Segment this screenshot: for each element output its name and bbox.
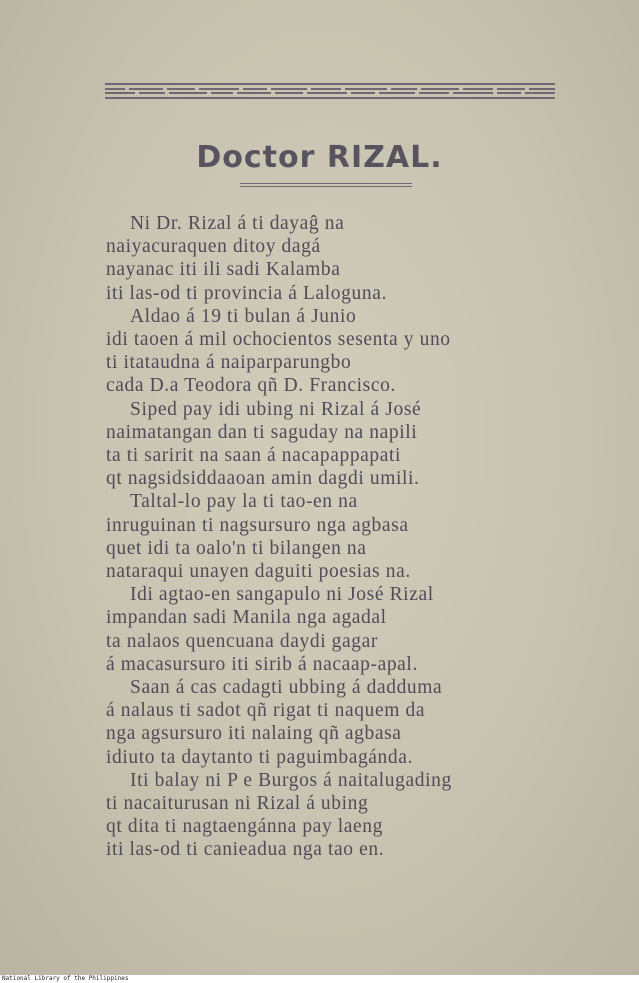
- poem-line: ta nalaos quencuana daydi gagar: [106, 630, 378, 652]
- poem-line: nga agsursuro iti nalaing qñ agbasa: [106, 723, 402, 745]
- poem-line: iti las-od ti canieadua nga tao en.: [106, 839, 385, 861]
- poem-line: Siped pay idi ubing ni Rizal á José: [130, 398, 422, 420]
- poem-line: Aldao á 19 ti bulan á Junio: [130, 305, 357, 327]
- poem-line: nayanac iti ili sadi Kalamba: [106, 259, 341, 281]
- ornamental-border: [105, 80, 555, 102]
- poem-line: qt nagsidsiddaaoan amin dagdi umili.: [106, 468, 420, 490]
- poem-line: nataraqui unayen daguiti poesias na.: [106, 561, 411, 583]
- poem-line: Taltal-lo pay la ti tao-en na: [130, 491, 358, 513]
- poem-line: ta ti saririt na saan á nacapappapati: [106, 445, 402, 467]
- poem-line: impandan sadi Manila nga agadal: [106, 607, 387, 629]
- poem-text: [106, 212, 576, 862]
- poem-line: naimatangan dan ti saguday na napili: [106, 421, 418, 443]
- library-footer: National Library of the Philippines: [2, 975, 129, 982]
- poem-line: ti nacaiturusan ni Rizal á ubing: [106, 793, 369, 815]
- poem-line: iti las-od ti provincia á Laloguna.: [106, 282, 387, 304]
- poem-line: Iti balay ni P e Burgos á naitalugading: [130, 769, 452, 791]
- poem-line: inruguinan ti nagsursuro nga agbasa: [106, 514, 409, 536]
- poem-line: idiuto ta daytanto ti paguimbagánda.: [106, 746, 413, 768]
- title-underline: [240, 183, 412, 187]
- poem-line: cada D.a Teodora qñ D. Francisco.: [106, 375, 396, 397]
- poem-line: á nalaus ti sadot qñ rigat ti naquem da: [106, 700, 426, 722]
- poem-line: Idi agtao-en sangapulo ni José Rizal: [130, 584, 434, 606]
- poem-line: quet idi ta oalo'n ti bilangen na: [106, 537, 367, 559]
- poem-line: Ni Dr. Rizal á ti dayaĝ na: [130, 213, 345, 234]
- page-title: Doctor RIZAL.: [196, 140, 443, 175]
- poem-line: á macasursuro iti sirib á nacaap-apal.: [106, 653, 418, 675]
- poem-line: qt dita ti nagtaengánna pay laeng: [106, 816, 383, 838]
- poem-line: idi taoen á mil ochocientos sesenta y uno: [106, 329, 451, 351]
- poem-line: naiyacuraquen ditoy dagá: [106, 236, 321, 258]
- poem-line: Saan á cas cadagti ubbing á dadduma: [130, 677, 443, 699]
- poem-line: ti itataudna á naiparparungbo: [106, 352, 352, 374]
